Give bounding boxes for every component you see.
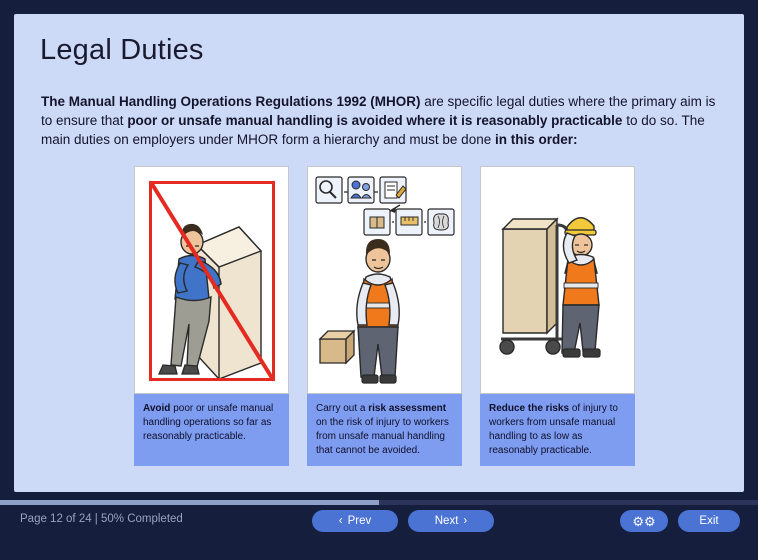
caption-assess-pre: Carry out a xyxy=(316,403,369,414)
prev-button-label: Prev xyxy=(347,515,372,527)
caption-assess xyxy=(307,394,462,466)
duty-card-reduce xyxy=(480,166,635,466)
duty-cards xyxy=(134,166,634,466)
page-status-text: Page 12 of 24 | 50% Completed xyxy=(20,513,183,525)
prohibition-slash-icon xyxy=(149,181,275,381)
next-button-label: Next xyxy=(434,515,459,527)
chevron-left-icon: ‹ xyxy=(338,515,343,527)
progress-bar xyxy=(0,500,758,505)
body-text-part-4: to do so. The main duties on employers under MHOR form a hierarchy and must be done xyxy=(41,113,705,147)
caption-avoid-bold: Avoid xyxy=(143,403,171,414)
exit-button[interactable] xyxy=(678,510,740,532)
body-text-part-2: are specific legal duties where the primary aim is to ensure that xyxy=(41,94,716,128)
footer-right-controls xyxy=(620,510,740,532)
navigation-controls xyxy=(312,510,494,532)
caption-assess-bold: risk assessment xyxy=(368,403,447,414)
caption-reduce xyxy=(480,394,635,466)
footer-bar xyxy=(0,500,758,560)
body-bold-avoided: poor or unsafe manual handling is avoided where it is reasonably practicable xyxy=(127,113,623,128)
progress-bar-fill xyxy=(0,500,379,505)
illustration-avoid xyxy=(134,166,289,394)
slide-panel xyxy=(14,14,744,492)
duty-card-avoid xyxy=(134,166,289,466)
body-bold-order: in this order: xyxy=(494,132,578,147)
caption-reduce-rest: of injury to workers from unsafe manual handling to as low as reasonably practicable. xyxy=(489,403,618,456)
slide-body-text xyxy=(41,92,723,149)
settings-button[interactable] xyxy=(620,510,668,532)
gear-icon: ⚙⚙ xyxy=(632,513,656,529)
prev-button[interactable] xyxy=(312,510,398,532)
duty-card-assess xyxy=(307,166,462,466)
chevron-right-icon: › xyxy=(463,515,468,527)
assess-artwork xyxy=(308,167,462,394)
caption-reduce-bold: Reduce the risks xyxy=(489,403,570,414)
illustration-assess xyxy=(307,166,462,394)
page-title: Legal Duties xyxy=(40,34,204,66)
reduce-artwork xyxy=(481,167,635,394)
caption-assess-rest: on the risk of injury to workers from unsafe manual handling that cannot be avoided. xyxy=(316,417,449,456)
illustration-reduce xyxy=(480,166,635,394)
next-button[interactable] xyxy=(408,510,494,532)
caption-avoid xyxy=(134,394,289,466)
caption-avoid-rest: poor or unsafe manual handling operations so far as reasonably practicable. xyxy=(143,403,274,442)
exit-button-label: Exit xyxy=(699,515,719,527)
body-bold-regulations: The Manual Handling Operations Regulations 1992 (MHOR) xyxy=(41,94,421,109)
